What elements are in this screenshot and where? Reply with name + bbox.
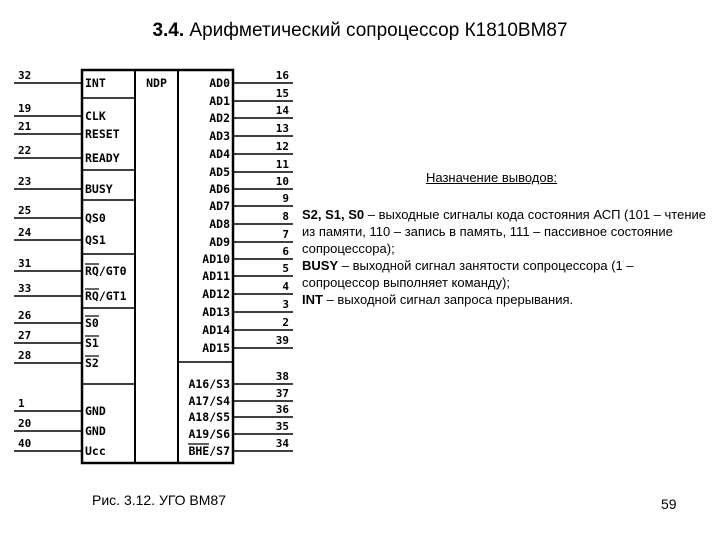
pin-number: 15 bbox=[275, 87, 289, 100]
pin-number: 4 bbox=[282, 280, 289, 293]
pin-label: A17/S4 bbox=[188, 394, 230, 408]
pin-label: AD15 bbox=[202, 341, 230, 355]
pin-label: Ucc bbox=[85, 444, 106, 458]
pin-number: 6 bbox=[282, 245, 289, 258]
pin-number: 14 bbox=[275, 104, 289, 117]
pin-label: AD4 bbox=[209, 147, 230, 161]
pin-number: 3 bbox=[282, 298, 289, 311]
description-item-status bbox=[302, 206, 712, 257]
pin-label: RQ/GT0 bbox=[85, 264, 127, 278]
description-text: – выходные сигналы кода состояния АСП (101 – чтение из памяти, 110 – запись в память, 111 – пассивное состояние сопроцессора); bbox=[302, 207, 706, 256]
pin-label: A19/S6 bbox=[188, 427, 230, 441]
pin-number: 2 bbox=[282, 316, 289, 329]
pin-number: 22 bbox=[18, 144, 32, 157]
pin-number: 20 bbox=[18, 417, 32, 430]
pin-label: CLK bbox=[85, 109, 106, 123]
pin-number: 40 bbox=[18, 437, 32, 450]
pin-label: INT bbox=[85, 76, 106, 90]
pin-label: A16/S3 bbox=[188, 377, 230, 391]
pin-label: AD7 bbox=[209, 199, 230, 213]
pin-label: AD12 bbox=[202, 287, 230, 301]
description-text: – выходной сигнал запроса прерывания. bbox=[322, 292, 574, 307]
description-term: BUSY bbox=[302, 258, 339, 273]
pin-number: 1 bbox=[18, 397, 25, 410]
pin-number: 36 bbox=[275, 403, 289, 416]
title-number: 3.4. bbox=[152, 20, 185, 41]
pin-label: AD2 bbox=[209, 111, 230, 125]
pin-number: 23 bbox=[18, 175, 32, 188]
page-number: 59 bbox=[661, 496, 677, 512]
pin-number: 26 bbox=[18, 309, 32, 322]
pin-number: 16 bbox=[275, 69, 289, 82]
pin-number: 19 bbox=[18, 102, 32, 115]
pin-number: 34 bbox=[275, 437, 289, 450]
pin-number: 10 bbox=[275, 175, 289, 188]
pin-number: 27 bbox=[18, 329, 32, 342]
pin-label: QS1 bbox=[85, 233, 106, 247]
pin-label: AD10 bbox=[202, 252, 230, 266]
pin-label: AD11 bbox=[202, 269, 230, 283]
pin-number: 28 bbox=[18, 349, 32, 362]
description-item-busy bbox=[302, 257, 712, 291]
pin-label: AD1 bbox=[209, 94, 230, 108]
title-text: Арифметический сопроцессор К1810ВМ87 bbox=[184, 20, 568, 41]
pin-label: AD0 bbox=[209, 76, 230, 90]
pin-label: BHE/S7 bbox=[188, 444, 230, 458]
pin-label: GND bbox=[85, 424, 106, 438]
description-term: INT bbox=[302, 292, 323, 307]
pin-label: BUSY bbox=[85, 182, 113, 196]
pin-label: AD14 bbox=[202, 323, 230, 337]
pin-label: RESET bbox=[85, 127, 120, 141]
pin-number: 13 bbox=[275, 122, 289, 135]
pin-number: 35 bbox=[275, 420, 289, 433]
pin-number: 32 bbox=[18, 69, 32, 82]
pin-number: 21 bbox=[18, 120, 32, 133]
pin-label: AD8 bbox=[209, 217, 230, 231]
pin-label: S1 bbox=[85, 336, 99, 350]
pin-number: 12 bbox=[275, 140, 289, 153]
pin-label: S2 bbox=[85, 356, 99, 370]
description-term: S2, S1, S0 bbox=[302, 207, 365, 222]
pin-number: 8 bbox=[282, 210, 289, 223]
pin-label: GND bbox=[85, 404, 106, 418]
pin-number: 25 bbox=[18, 204, 32, 217]
pin-number: 11 bbox=[275, 158, 289, 171]
pin-label: AD3 bbox=[209, 129, 230, 143]
pin-number: 33 bbox=[18, 282, 32, 295]
figure-caption: Рис. 3.12. УГО ВМ87 bbox=[92, 492, 227, 508]
pin-label: QS0 bbox=[85, 211, 106, 225]
pin-number: 31 bbox=[18, 257, 32, 270]
description-item-int bbox=[302, 291, 712, 308]
pin-label: S0 bbox=[85, 316, 99, 330]
description-text: – выходной сигнал занятости сопроцессора (1 – сопроцессор выполняет команду); bbox=[302, 258, 634, 290]
pin-label: RQ/GT1 bbox=[85, 289, 127, 303]
pin-number: 24 bbox=[18, 226, 32, 239]
pin-number: 5 bbox=[282, 262, 289, 275]
pin-label: AD5 bbox=[209, 165, 230, 179]
pin-number: 38 bbox=[275, 370, 289, 383]
chip-name-label: NDP bbox=[146, 76, 167, 90]
pin-label: AD13 bbox=[202, 305, 230, 319]
pin-label: A18/S5 bbox=[188, 410, 230, 424]
pin-number: 7 bbox=[282, 228, 289, 241]
pin-label: AD6 bbox=[209, 182, 230, 196]
pin-label: AD9 bbox=[209, 235, 230, 249]
pin-description-heading: Назначение выводов: bbox=[426, 170, 558, 185]
pin-description-list bbox=[302, 206, 712, 308]
pin-label: READY bbox=[85, 151, 120, 165]
pin-number: 37 bbox=[275, 387, 289, 400]
pin-number: 9 bbox=[282, 192, 289, 205]
pin-number: 39 bbox=[275, 334, 289, 347]
